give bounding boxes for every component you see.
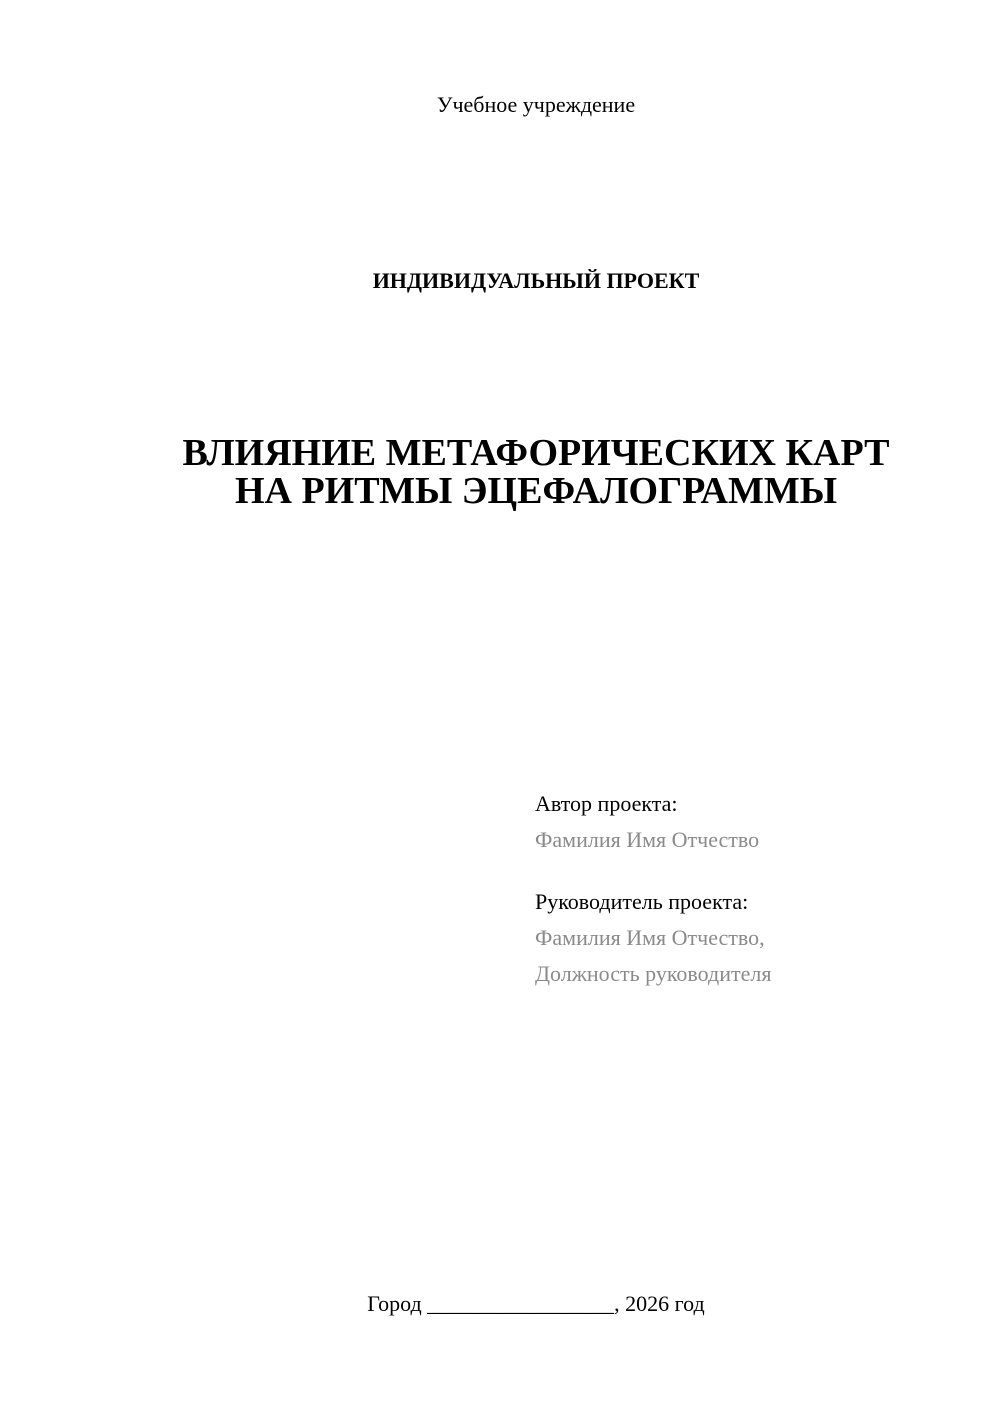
project-title xyxy=(0,434,1000,510)
author-name: Фамилия Имя Отчество xyxy=(535,827,760,852)
institution-name: Учебное учреждение xyxy=(436,92,636,117)
project-title-line-2: НА РИТМЫ ЭЦЕФАЛОГРАММЫ xyxy=(234,470,838,512)
supervisor-position: Должность руководителя xyxy=(535,961,772,986)
supervisor-name: Фамилия Имя Отчество, xyxy=(535,925,765,950)
city-year-line: Город _________________, 2026 год xyxy=(367,1291,705,1316)
credits-block xyxy=(535,786,975,992)
author-label: Автор проекта: xyxy=(535,791,678,816)
project-title-line-1: ВЛИЯНИЕ МЕТАФОРИЧЕСКИХ КАРТ xyxy=(182,432,890,474)
supervisor-label: Руководитель проекта: xyxy=(535,889,749,914)
project-type-heading: ИНДИВИДУАЛЬНЫЙ ПРОЕКТ xyxy=(372,268,700,293)
credits-spacer xyxy=(535,858,975,884)
